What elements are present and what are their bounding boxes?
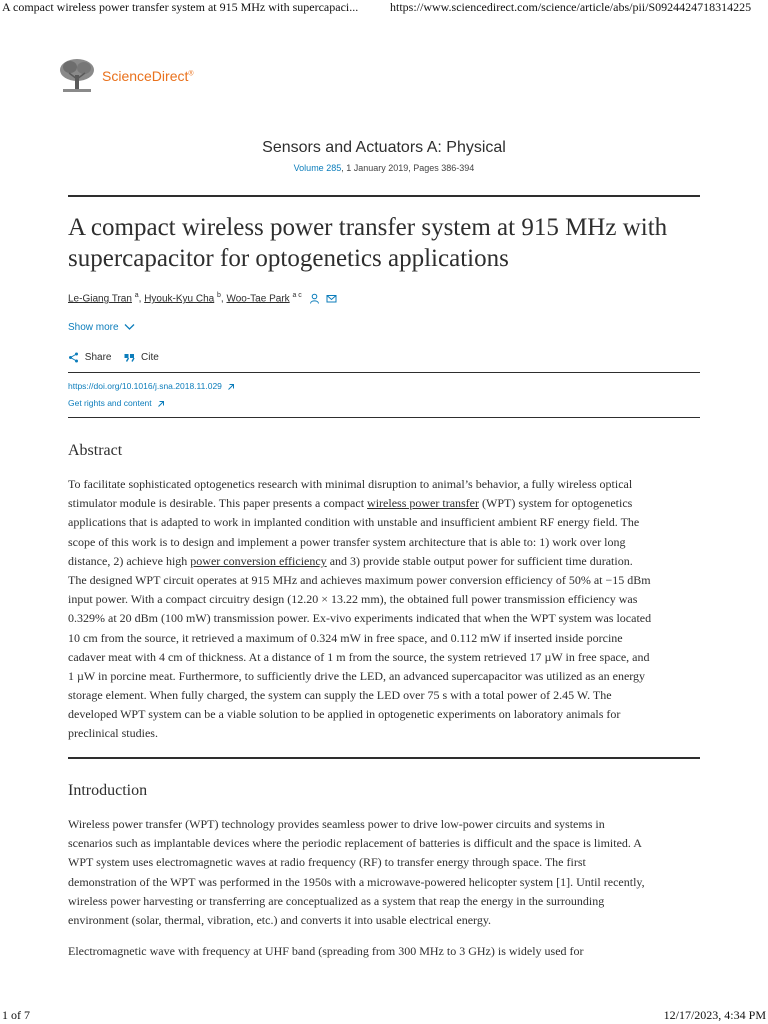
abstract-body <box>68 475 708 744</box>
divider <box>68 372 700 373</box>
abstract-line <box>68 648 708 667</box>
abstract-text: applications that is adapted to work in implanted condition with unstable and insufficient ambient RF energy field. The <box>68 515 640 530</box>
external-link-icon <box>227 383 235 391</box>
abstract-text: The designed WPT circuit operates at 915 MHz and achieves maximum power conversion efficiency of 50% at −15 dBm <box>68 572 651 587</box>
share-button[interactable] <box>68 352 114 363</box>
author-separator: , <box>138 293 145 305</box>
affiliation-sup: b <box>217 292 221 299</box>
introduction-heading: Introduction <box>68 782 148 799</box>
abstract-line <box>68 667 708 686</box>
external-link-icon <box>157 400 165 408</box>
abstract-text: developed WPT system can be a viable solution to be applied in optogenetic experiments on laboratory animals for <box>68 707 621 722</box>
chevron-down-icon <box>124 323 135 331</box>
abstract-line <box>68 571 708 590</box>
article-actions <box>68 352 159 363</box>
print-header-title: A compact wireless power transfer system at 915 MHz with supercapaci... <box>2 0 359 14</box>
rights-text: Get rights and content <box>68 398 152 408</box>
abstract-text: storage element. When fully charged, the system can supply the LED over 75 s with a total power of 2.45 W. The <box>68 688 612 703</box>
introduction-paragraph <box>68 942 708 961</box>
abstract-text: stimulator module is desirable. This paper presents a compact <box>68 496 368 511</box>
abstract-text: input power. With a compact circuitry design (12.20 × 13.22 mm), the obtained full power transmission efficiency was <box>68 592 638 607</box>
abstract-text: (WPT) system for optogenetics <box>479 496 633 511</box>
share-icon <box>68 352 79 363</box>
cite-label: Cite <box>141 352 159 363</box>
print-footer <box>0 1006 768 1024</box>
doi-link[interactable] <box>68 381 235 391</box>
affiliation-sup: a <box>134 292 139 299</box>
volume-info <box>0 163 768 173</box>
divider <box>68 195 700 197</box>
abstract-text: and 3) provide stable output power for sufficient time duration. <box>326 553 633 568</box>
abstract-text: 10 cm from the source, it retrieved a maximum of 0.324 mW in free space, and 0.112 mW if inserted inside porcine <box>68 630 623 645</box>
introduction-line: wireless power harvesting or transferring are conceptualized as a system that reap the energy in the surrounding <box>68 893 605 908</box>
author-name[interactable]: Woo-Tae Park <box>226 293 290 305</box>
abstract-line <box>68 513 708 532</box>
abstract-line <box>68 724 708 743</box>
abstract-line <box>68 475 708 494</box>
introduction-line: WPT system uses electromagnetic waves at radio frequency (RF) to transfer energy through space. The first <box>68 855 586 870</box>
introduction-paragraph <box>68 815 708 930</box>
abstract-line <box>68 705 708 724</box>
abstract-line <box>68 609 708 628</box>
abstract-line <box>68 533 708 552</box>
author-name[interactable]: Hyouk-Kyu Cha <box>144 293 215 305</box>
abstract-text: 0.329% at 20 dBm (100 mW) transmission power. Ex-vivo experiments indicated that when the WPT system was located <box>68 611 652 626</box>
elsevier-tree-icon <box>57 57 97 95</box>
page-number: 1 of 7 <box>2 1008 30 1022</box>
abstract-text: scope of this work is to design and implement a power transfer system architecture that is able to: 1) work over long <box>68 534 626 549</box>
author-list <box>68 292 337 304</box>
title-line: A compact wireless power transfer system at 915 MHz with <box>68 214 668 241</box>
show-more-button[interactable] <box>68 322 135 333</box>
author-separator: , <box>220 293 227 305</box>
cite-button[interactable] <box>124 352 159 363</box>
print-datetime: 12/17/2023, 4:34 PM <box>663 1008 766 1022</box>
introduction-line: scenarios such as implantable devices where the periodic replacement of batteries is difficult and the space is limited. A <box>68 836 642 851</box>
person-icon[interactable] <box>309 293 320 304</box>
doi-text: https://doi.org/10.1016/j.sna.2018.11.029 <box>68 381 222 391</box>
abstract-line <box>68 590 708 609</box>
show-more-label: Show more <box>68 322 119 333</box>
sciencedirect-logo[interactable] <box>57 57 197 97</box>
divider <box>68 417 700 418</box>
title-line: supercapacitor for optogenetics applications <box>68 245 509 272</box>
abstract-line <box>68 552 708 571</box>
email-icon[interactable] <box>326 293 337 304</box>
journal-title[interactable]: Sensors and Actuators A: Physical <box>262 139 506 156</box>
introduction-line: Electromagnetic wave with frequency at UHF band (spreading from 300 MHz to 3 GHz) is widely used for <box>68 944 584 958</box>
abstract-line <box>68 686 708 705</box>
introduction-line: Wireless power transfer (WPT) technology provides seamless power to drive low-power circuits and systems in <box>68 817 605 831</box>
introduction-line: demonstration of the WPT was performed in the 1950s with a microwave-powered helicopter system [1]. Until recently, <box>68 874 645 889</box>
quote-icon <box>124 352 135 363</box>
abstract-text: To facilitate sophisticated optogenetics research with minimal disruption to animal’s behavior, a fully wireless optical <box>68 477 633 491</box>
print-header-url: https://www.sciencedirect.com/science/article/abs/pii/S0924424718314225 <box>390 0 752 14</box>
abstract-text: preclinical studies. <box>68 726 158 741</box>
topic-link[interactable]: wireless power transfer <box>367 496 480 511</box>
abstract-line <box>68 494 708 513</box>
brand-name: ScienceDirect® <box>102 68 194 84</box>
print-header <box>0 0 768 16</box>
abstract-heading: Abstract <box>68 442 123 459</box>
abstract-text: 1 µW in porcine meat. Furthermore, to sufficiently drive the LED, an advanced supercapacitor was utilized as an energy <box>68 668 646 683</box>
affiliation-sup: a c <box>292 292 302 299</box>
abstract-line <box>68 629 708 648</box>
abstract-text: cadaver meat with 4 cm of thickness. At a distance of 1 m from the source, the system retrieved 17 µW in free space, and <box>68 649 650 664</box>
topic-link[interactable]: power conversion efficiency <box>190 553 327 568</box>
issue-date-pages: , 1 January 2019, Pages 386-394 <box>341 163 475 173</box>
rights-link[interactable] <box>68 398 165 408</box>
abstract-text: distance, 2) achieve high <box>68 553 191 568</box>
volume-link[interactable]: Volume 285 <box>293 163 342 173</box>
share-label: Share <box>84 352 112 363</box>
article-title <box>68 212 708 274</box>
author-name[interactable]: Le-Giang Tran <box>68 293 132 305</box>
introduction-line: environment (solar, thermal, vibration, etc.) and converts it into usable electrical energy. <box>68 912 492 927</box>
divider <box>68 757 700 759</box>
